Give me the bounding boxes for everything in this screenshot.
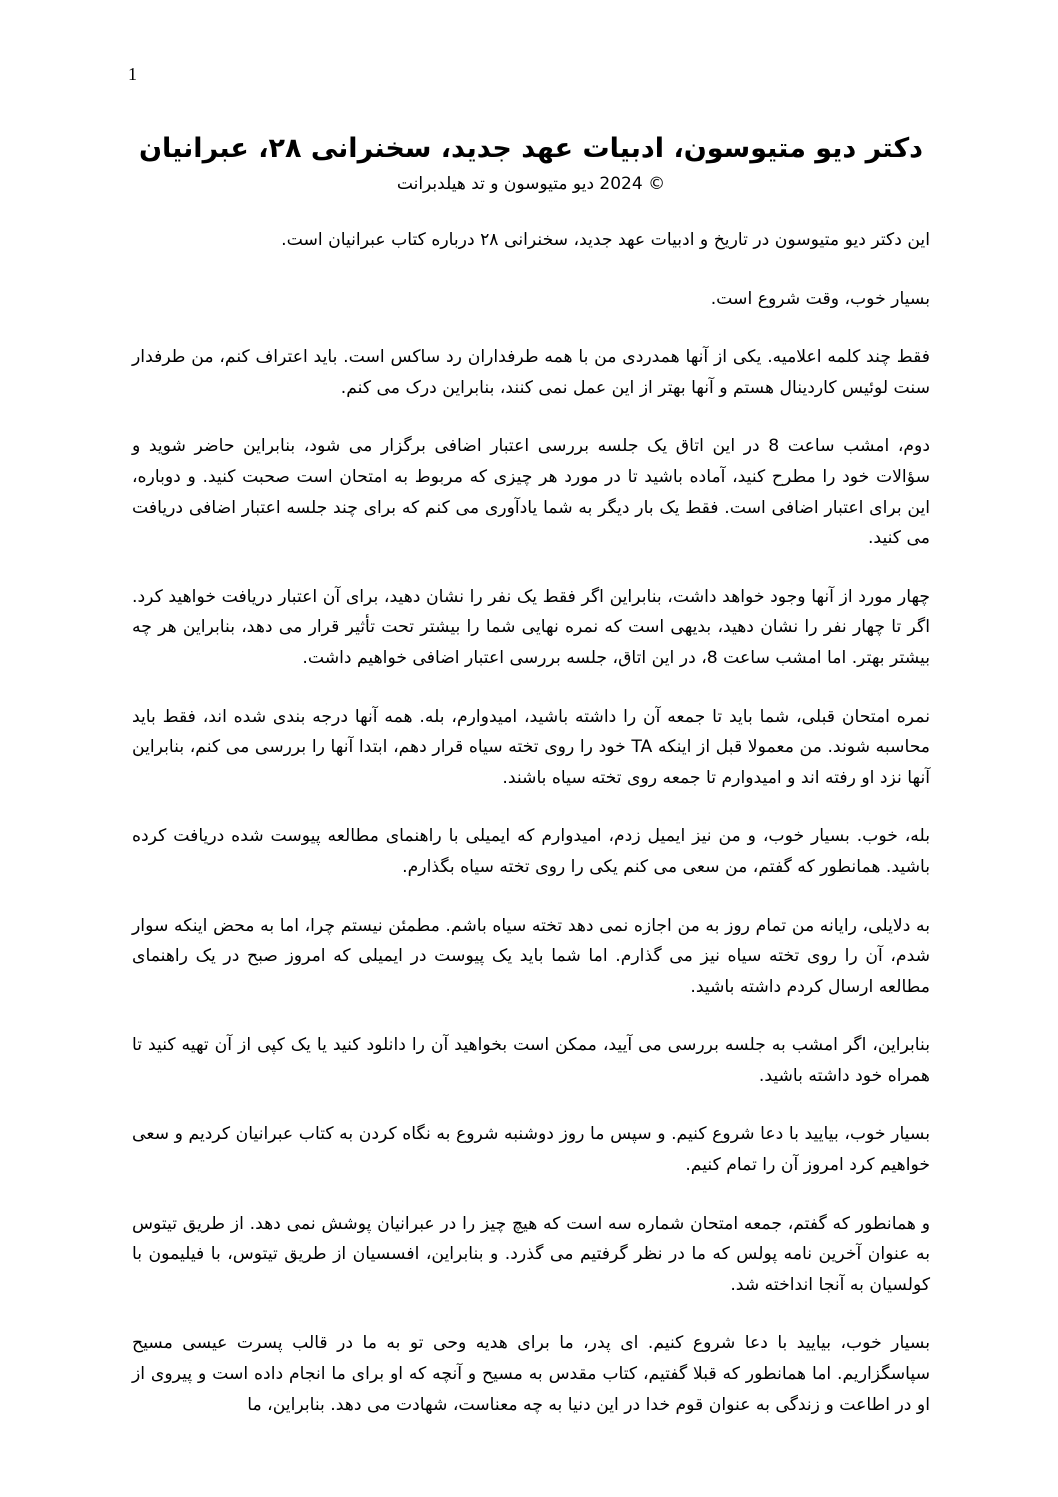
paragraph: بسیار خوب، بیایید با دعا شروع کنیم. ای پدر، ما برای هدیه وحی تو به ما در قالب پسرت عیسی مسیح سپاسگزاریم. اما همانطور که قبلا گفتیم، کتاب مقدس به مسیح و آنچه که او برای ما انجام داده است و پیروی از او در اطاعت و زندگی به عنوان قوم خدا در این دنیا به چه معناست، شهادت می دهد. بنابراین، ما (132, 1333, 930, 1415)
paragraph-list (132, 225, 930, 1420)
document-body (132, 128, 930, 1448)
paragraph: به دلایلی، رایانه من تمام روز به من اجازه نمی دهد تخته سیاه باشم. مطمئن نیستم چرا، اما به محض اینکه سوار شدم، آن را روی تخته سیاه نیز می گذارم. اما شما باید یک پیوست در ایمیلی که امروز صبح در یک راهنمای مطالعه ارسال کردم داشته باشید. (132, 915, 930, 997)
paragraph-intro: این دکتر دیو متیوسون در تاریخ و ادبیات عهد جدید، سخنرانی ۲۸ درباره کتاب عبرانیان است. (281, 230, 930, 250)
document-title: دکتر دیو متیوسون، ادبیات عهد جدید، سخنرانی ۲۸، عبرانیان (138, 133, 924, 164)
paragraph: دوم، امشب ساعت 8 در این اتاق یک جلسه بررسی اعتبار اضافی برگزار می شود، بنابراین حاضر شوید و سؤالات خود را مطرح کنید، آماده باشید تا در مورد هر چیزی که مربوط به امتحان است صحبت کنید. و دوباره، این برای اعتبار اضافی است. فقط یک بار دیگر به شما یادآوری می کنم که برای چند جلسه اعتبار اضافی دریافت می کنید. (132, 436, 930, 549)
paragraph: نمره امتحان قبلی، شما باید تا جمعه آن را داشته باشید، امیدوارم، بله. همه آنها درجه بندی شده اند، فقط باید محاسبه شوند. من معمولا قبل از اینکه TA خود را روی تخته سیاه قرار دهم، ابتدا آنها را بررسی می کنم، بنابراین آنها نزد او رفته اند و امیدوارم تا جمعه روی تخته سیاه باشند. (132, 706, 930, 788)
paragraph: بسیار خوب، بیایید با دعا شروع کنیم. و سپس ما روز دوشنبه شروع به نگاه کردن به کتاب عبرانیان کردیم و سعی خواهیم کرد امروز آن را تمام کنیم. (132, 1124, 930, 1176)
copyright-line: © 2024 دیو متیوسون و تد هیلدبرانت (396, 174, 666, 194)
paragraph: بنابراین، اگر امشب به جلسه بررسی می آیید، ممکن است بخواهید آن را دانلود کنید یا یک کپی از آن تهیه کنید تا همراه خود داشته باشید. (132, 1035, 930, 1086)
paragraph: بله، خوب. بسیار خوب، و من نیز ایمیل زدم، امیدوارم که ایمیلی با راهنمای مطالعه پیوست شده دریافت کرده باشید. همانطور که گفتم، من سعی می کنم یکی را روی تخته سیاه بگذارم. (132, 826, 930, 877)
page-number: 1 (128, 64, 137, 84)
paragraph: و همانطور که گفتم، جمعه امتحان شماره سه است که هیچ چیز را در عبرانیان پوشش نمی دهد. از طریق تیتوس به عنوان آخرین نامه پولس که ما در نظر گرفتیم می گذرد. و بنابراین، افسسیان از طریق تیتوس، با فیلیمون با کولسیان به آنجا انداخته شد. (132, 1213, 930, 1295)
paragraph: چهار مورد از آنها وجود خواهد داشت، بنابراین اگر فقط یک نفر را نشان دهید، برای آن اعتبار دریافت خواهید کرد. اگر تا چهار نفر را نشان دهید، بدیهی است که نمره نهایی شما را بیشتر تحت تأثیر قرار می دهد، بنابراین هر چه بیشتر بهتر. اما امشب ساعت 8، در این اتاق، جلسه بررسی اعتبار اضافی خواهیم داشت. (132, 586, 930, 668)
paragraph: فقط چند کلمه اعلامیه. یکی از آنها همدردی من با همه طرفداران رد ساکس است. باید اعتراف کنم، من طرفدار سنت لوئیس کاردینال هستم و آنها بهتر از این عمل نمی کنند، بنابراین درک می کنم. (132, 347, 930, 398)
paragraph: بسیار خوب، وقت شروع است. (710, 288, 930, 309)
